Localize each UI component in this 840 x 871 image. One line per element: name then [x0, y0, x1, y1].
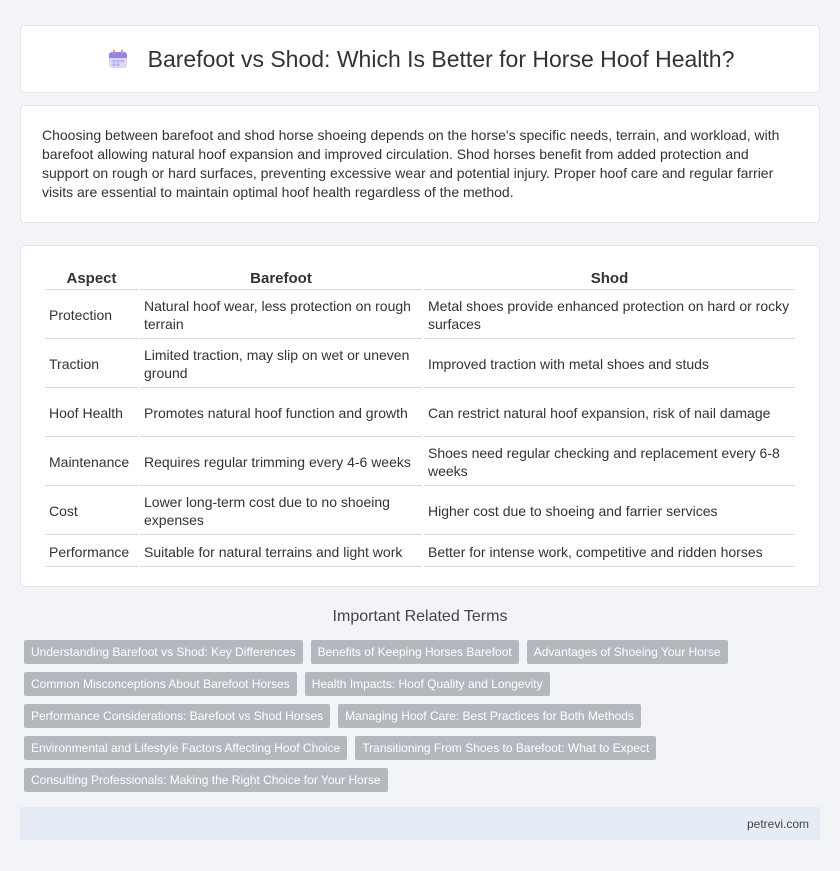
cell-shod: Shoes need regular checking and replacement every 6-8 weeks	[424, 439, 795, 486]
cell-barefoot: Lower long-term cost due to no shoeing expenses	[140, 488, 422, 535]
related-tags	[20, 640, 820, 792]
related-tag[interactable]: Benefits of Keeping Horses Barefoot	[311, 640, 519, 664]
related-terms-title: Important Related Terms	[332, 608, 508, 625]
related-tag[interactable]: Transitioning From Shoes to Barefoot: What to Expect	[355, 736, 656, 760]
cell-aspect: Traction	[45, 341, 138, 388]
cell-shod: Improved traction with metal shoes and studs	[424, 341, 795, 388]
cell-aspect: Performance	[45, 537, 138, 567]
cell-aspect: Cost	[45, 488, 138, 535]
table-row	[45, 537, 795, 567]
related-tag[interactable]: Understanding Barefoot vs Shod: Key Differences	[24, 640, 303, 664]
cell-barefoot: Promotes natural hoof function and growth	[140, 390, 422, 437]
cell-shod: Can restrict natural hoof expansion, risk of nail damage	[424, 390, 795, 437]
table-row	[45, 439, 795, 486]
related-tag[interactable]: Common Misconceptions About Barefoot Horses	[24, 672, 297, 696]
header-barefoot: Barefoot	[140, 268, 422, 290]
intro-paragraph: Choosing between barefoot and shod horse shoeing depends on the horse's specific needs, terrain, and workload, with barefoot allowing natural hoof expansion and improved circulation. Shod horses benefit from added protection and support on rough or hard surfaces, preventing excessive wear and potential injury. Proper hoof care and regular farrier visits are essential to maintain optimal hoof health regardless of the method.	[42, 127, 780, 200]
related-tag[interactable]: Advantages of Shoeing Your Horse	[527, 640, 728, 664]
cell-aspect: Hoof Health	[45, 390, 138, 437]
cell-shod: Metal shoes provide enhanced protection on hard or rocky surfaces	[424, 292, 795, 339]
table-row	[45, 488, 795, 535]
cell-barefoot: Suitable for natural terrains and light work	[140, 537, 422, 567]
cell-barefoot: Limited traction, may slip on wet or uneven ground	[140, 341, 422, 388]
comparison-table-card	[20, 245, 820, 587]
cell-barefoot: Requires regular trimming every 4-6 weeks	[140, 439, 422, 486]
cell-shod: Higher cost due to shoeing and farrier services	[424, 488, 795, 535]
cell-barefoot: Natural hoof wear, less protection on rough terrain	[140, 292, 422, 339]
page-header	[20, 25, 820, 93]
table-header-row	[45, 268, 795, 290]
intro-card	[20, 105, 820, 223]
footer-site-link[interactable]: petrevi.com	[746, 816, 809, 831]
table-row	[45, 341, 795, 388]
page-footer	[20, 807, 820, 840]
cell-shod: Better for intense work, competitive and ridden horses	[424, 537, 795, 567]
table-row	[45, 390, 795, 437]
related-tag[interactable]: Managing Hoof Care: Best Practices for Both Methods	[338, 704, 641, 728]
header-shod: Shod	[424, 268, 795, 290]
related-tag[interactable]: Performance Considerations: Barefoot vs Shod Horses	[24, 704, 330, 728]
calendar-icon	[106, 47, 130, 71]
page-title: Barefoot vs Shod: Which Is Better for Horse Hoof Health?	[147, 45, 735, 72]
header-aspect: Aspect	[45, 268, 138, 290]
related-tag[interactable]: Health Impacts: Hoof Quality and Longevity	[305, 672, 550, 696]
cell-aspect: Protection	[45, 292, 138, 339]
comparison-table	[43, 266, 797, 569]
cell-aspect: Maintenance	[45, 439, 138, 486]
related-terms-section	[20, 608, 820, 792]
related-tag[interactable]: Consulting Professionals: Making the Right Choice for Your Horse	[24, 768, 388, 792]
related-tag[interactable]: Environmental and Lifestyle Factors Affecting Hoof Choice	[24, 736, 347, 760]
table-row	[45, 292, 795, 339]
